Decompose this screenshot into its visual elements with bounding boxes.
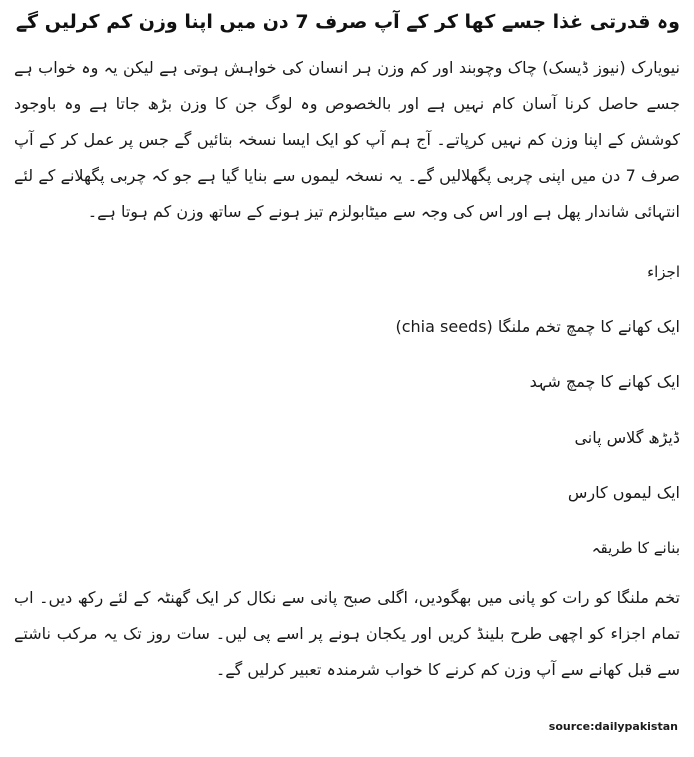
ingredients-heading: اجزاء — [647, 263, 680, 281]
intro-paragraph: نیویارک (نیوز ڈیسک) چاک وچوبند اور کم وزن ہر انسان کی خواہش ہوتی ہے لیکن یہ وہ خواب ہے جسے حاصل کرنا آسان کام نہیں ہے اور بالخصوص وہ لوگ جن کا وزن بڑھ جاتا ہے وہ باوجود کوشش کے اپنا وزن کم نہیں کرپاتے۔ آج ہم آپ کو ایک ایسا نسخہ بتائیں گے جس پر عمل کر کے آپ صرف 7 دن میں اپنی چربی پگھلالیں گے۔ یہ نسخہ لیموں سے بنایا گیا ہے جو کہ چربی پگھلانے کے لئے انتہائی شاندار پھل ہے اور اس کی وجہ سے میٹابولزم تیز ہونے کے ساتھ وزن کم ہوتا ہے۔ — [14, 58, 680, 221]
ingredient-item: ایک کھانے کا چمچ تخم ملنگا (chia seeds) — [395, 317, 680, 336]
ingredient-item: ایک لیموں کارس — [567, 483, 680, 502]
ingredient-item: ایک کھانے کا چمچ شہد — [529, 372, 680, 391]
article-headline: وہ قدرتی غذا جسے کھا کر کے آپ صرف 7 دن میں اپنا وزن کم کرلیں گے — [15, 11, 680, 33]
method-heading: بنانے کا طریقہ — [591, 539, 680, 557]
ingredient-item: ڈیڑھ گلاس پانی — [574, 428, 680, 447]
source-credit: source:dailypakistan — [548, 720, 678, 733]
method-paragraph: تخم ملنگا کو رات کو پانی میں بھگودیں، اگلی صبح پانی سے نکال کر ایک گھنٹہ کے لئے رکھ دیں۔ اب تمام اجزاء کو اچھی طرح بلینڈ کریں اور یکجان ہونے پر اسے پی لیں۔ سات روز تک یہ مرکب ناشتے سے قبل کھانے سے آپ وزن کم کرنے کا خواب شرمندہ تعبیر کرلیں گے۔ — [14, 588, 680, 679]
